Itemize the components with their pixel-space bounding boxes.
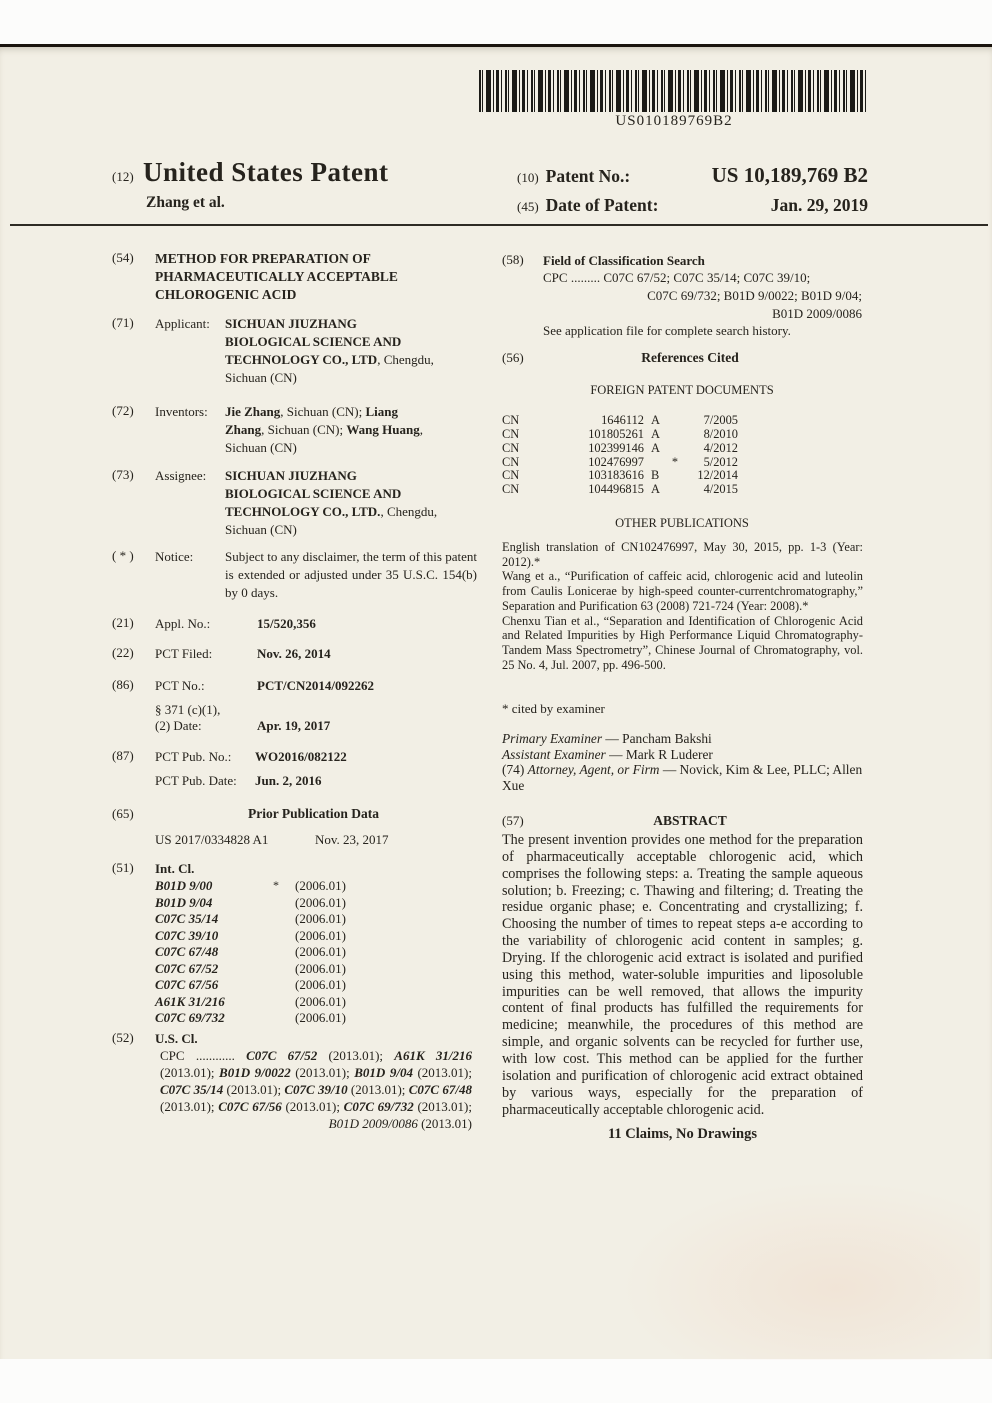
int-cl-version: (2006.01)	[295, 895, 346, 910]
attorney-value: — Novick, Kim & Lee, PLLC; Allen Xue	[502, 762, 863, 793]
applicant-name: SICHUAN JIUZHANG	[225, 316, 357, 331]
foreign-country: CN	[502, 468, 520, 482]
int-cl-title: Int. Cl.	[155, 861, 195, 876]
primary-examiner-value: — Pancham Bakshi	[602, 731, 712, 746]
prior-pub-no: US 2017/0334828 A1	[155, 832, 269, 847]
int-cl-code: C07C 39/10	[155, 928, 219, 943]
foreign-doc-row	[502, 413, 738, 428]
primary-examiner-label: Primary Examiner	[502, 731, 603, 746]
pct-pub-no-label: PCT Pub. No.:	[155, 749, 232, 764]
prior-pub-title: Prior Publication Data	[248, 806, 379, 821]
inventor-name: Liang	[365, 404, 398, 419]
int-cl-row	[155, 928, 405, 944]
cpc-ref: (2013.01);	[347, 1082, 409, 1097]
references-cited-title: References Cited	[641, 350, 739, 365]
foreign-kind: A	[651, 482, 660, 496]
cpc-code: C07C 67/56	[218, 1099, 282, 1114]
section-73-num: (73)	[112, 467, 134, 482]
cpc-code: A61K 31/216	[394, 1048, 472, 1063]
pct-no-value: PCT/CN2014/092262	[257, 678, 374, 693]
cpc-code: C07C 67/52	[246, 1048, 318, 1063]
cpc-code: B01D 2009/0086	[328, 1116, 418, 1131]
cpc-ref: (2013.01);	[160, 1099, 219, 1114]
patent-date-row	[517, 195, 868, 216]
foreign-kind: A	[651, 441, 660, 455]
int-cl-code: C07C 67/48	[155, 944, 219, 959]
patent-no-label: Patent No.:	[545, 166, 631, 186]
foreign-kind: B	[651, 468, 660, 482]
patent-no-num: (10)	[517, 170, 539, 185]
foreign-number: 102399146	[588, 441, 644, 455]
appl-no-value: 15/520,356	[257, 616, 316, 631]
section-371-date-value: Apr. 19, 2017	[257, 718, 331, 733]
publication-item: Wang et a., “Purification of caffeic acid, chlorogenic acid and luteolin from Caulis Lonicerae by high-speed counter-currentchromatography,” Separation and Purification 63 (2008) 721-724 (Year: 2008).*	[502, 569, 863, 613]
assignee-value	[225, 467, 475, 539]
claims-drawings-line: 11 Claims, No Drawings	[607, 1126, 758, 1142]
int-cl-row	[155, 994, 405, 1010]
cited-by-examiner-note: * cited by examiner	[502, 701, 605, 716]
foreign-date: 4/2012	[703, 441, 738, 455]
foreign-star	[664, 441, 686, 456]
int-cl-version: (2006.01)	[295, 1010, 346, 1025]
assistant-examiner-label: Assistant Examiner	[502, 746, 606, 762]
foreign-date: 8/2010	[703, 427, 738, 441]
foreign-kind: A	[651, 413, 660, 427]
foreign-star	[664, 468, 686, 483]
int-cl-star	[273, 911, 295, 927]
foreign-star: *	[671, 455, 679, 469]
fos-cpc-line: CPC ......... C07C 67/52; C07C 35/14; C07C 39/10;	[543, 270, 811, 285]
fos-cpc-line: C07C 69/732; B01D 9/0022; B01D 9/04;	[647, 288, 862, 303]
int-cl-version: (2006.01)	[295, 928, 346, 943]
cpc-code: C07C 69/732	[343, 1099, 414, 1114]
inventor-name: Zhang	[225, 422, 262, 437]
cpc-ref: (2013.01);	[413, 1099, 472, 1114]
abstract-title: ABSTRACT	[653, 813, 727, 828]
int-cl-code: C07C 67/56	[155, 977, 219, 992]
foreign-star	[664, 413, 686, 428]
applicant-label: Applicant:	[155, 316, 210, 331]
section-56-num: (56)	[502, 350, 524, 365]
inventor-location: Sichuan (CN)	[225, 440, 297, 455]
invention-title: METHOD FOR PREPARATION OF PHARMACEUTICALLY ACCEPTABLE CHLOROGENIC ACID	[155, 251, 398, 302]
cpc-code: B01D 9/04	[354, 1065, 413, 1080]
us-cl-title: U.S. Cl.	[155, 1031, 198, 1046]
int-cl-version: (2006.01)	[295, 961, 346, 976]
section-21-num: (21)	[112, 615, 134, 630]
int-cl-version: (2006.01)	[295, 911, 346, 926]
patent-number-row	[517, 163, 868, 188]
section-371-date-label: (2) Date:	[155, 718, 202, 733]
examiner-block	[502, 731, 863, 793]
appl-no-label: Appl. No.:	[155, 616, 211, 631]
int-cl-code: A61K 31/216	[155, 994, 225, 1009]
barcode-text: US010189769B2	[615, 113, 733, 129]
foreign-number: 104496815	[588, 482, 644, 496]
int-cl-row	[155, 911, 405, 927]
foreign-number: 103183616	[588, 468, 644, 482]
pct-pub-date-value: Jun. 2, 2016	[255, 773, 322, 788]
cpc-ref: (2013.01);	[317, 1048, 395, 1063]
int-cl-row	[155, 878, 405, 894]
int-cl-star	[273, 961, 295, 977]
us-cl-cpc	[160, 1047, 472, 1132]
int-cl-code: C07C 67/52	[155, 961, 219, 976]
applicant-value	[225, 315, 475, 387]
attorney-label: Attorney, Agent, or Firm	[527, 762, 660, 778]
cpc-ref: (2013.01);	[290, 1065, 355, 1080]
foreign-number: 1646112	[601, 413, 644, 427]
cpc-code: C07C 35/14	[160, 1082, 224, 1097]
foreign-kind: A	[651, 427, 660, 441]
foreign-doc-row	[502, 441, 738, 456]
foreign-star	[664, 427, 686, 442]
int-cl-version: (2006.01)	[295, 977, 346, 992]
publication-item: Chenxu Tian et al., “Separation and Identification of Chlorogenic Acid and Related Impurities by High Performance Liquid Chromatography-Tandem Mass Spectrometry”, Chinese Journal of Chromatography, vol. 25 No. 4, Jul. 2007, pp. 496-500.	[502, 613, 863, 672]
notice-label: Notice:	[155, 549, 194, 564]
cpc-code: C07C 67/48	[408, 1082, 472, 1097]
section-57-num: (57)	[502, 813, 524, 828]
notice-text: Subject to any disclaimer, the term of this patent is extended or adjusted under 35 U.S.C. 154(b) by 0 days.	[225, 549, 477, 600]
inventor-location: , Sichuan (CN);	[280, 404, 366, 419]
field-of-search-title: Field of Classification Search	[543, 253, 705, 268]
foreign-doc-row	[502, 482, 738, 497]
applicant-region: Sichuan (CN)	[225, 370, 297, 385]
pct-filed-value: Nov. 26, 2014	[257, 646, 331, 661]
barcode	[479, 70, 869, 112]
publication-item: English translation of CN102476997, May 30, 2015, pp. 1-3 (Year: 2012).*	[502, 540, 863, 569]
int-cl-code: C07C 35/14	[155, 911, 219, 926]
notice-num: ( * )	[112, 548, 134, 563]
foreign-country: CN	[502, 413, 520, 427]
int-cl-star	[273, 928, 295, 944]
assignee-name: BIOLOGICAL SCIENCE AND	[225, 486, 402, 501]
assignee-label: Assignee:	[155, 468, 207, 483]
cpc-code: C07C 39/10	[284, 1082, 348, 1097]
assistant-examiner-value: — Mark R Luderer	[605, 746, 713, 762]
int-cl-star	[273, 994, 295, 1010]
foreign-country: CN	[502, 482, 520, 496]
primary-examiner-line	[502, 731, 863, 747]
applicant-name: TECHNOLOGY CO., LTD	[225, 352, 378, 367]
pct-pub-date-label: PCT Pub. Date:	[155, 773, 237, 788]
other-publications-list	[502, 540, 863, 672]
section-54-num: (54)	[112, 250, 134, 265]
foreign-doc-row	[502, 427, 738, 442]
section-65-num: (65)	[112, 806, 134, 821]
section-72-num: (72)	[112, 403, 134, 418]
int-cl-star	[273, 1010, 295, 1026]
section-58-num: (58)	[502, 252, 524, 267]
section-51-num: (51)	[112, 860, 134, 875]
int-cl-version: (2006.01)	[295, 994, 346, 1009]
other-publications-title: OTHER PUBLICATIONS	[615, 516, 749, 530]
patent-no-value: US 10,189,769 B2	[711, 163, 868, 187]
int-cl-code: B01D 9/04	[155, 895, 213, 910]
patent-date-label: Date of Patent:	[545, 195, 659, 215]
int-cl-version: (2006.01)	[295, 944, 346, 959]
pct-filed-label: PCT Filed:	[155, 646, 213, 661]
pct-no-label: PCT No.:	[155, 678, 205, 693]
int-cl-row	[155, 944, 405, 960]
section-52-num: (52)	[112, 1030, 134, 1045]
foreign-country: CN	[502, 455, 520, 469]
cpc-ref: (2013.01);	[281, 1099, 344, 1114]
inventors-value	[225, 403, 477, 457]
int-cl-code: B01D 9/00	[155, 878, 213, 893]
fos-cpc-line: B01D 2009/0086	[772, 306, 862, 321]
foreign-star	[664, 482, 686, 497]
section-71-num: (71)	[112, 315, 134, 330]
inventors-label: Inventors:	[155, 404, 208, 419]
inventor-separator: ,	[419, 422, 423, 437]
assignee-region: Sichuan (CN)	[225, 522, 297, 537]
header-party: Zhang et al.	[146, 194, 225, 211]
foreign-date: 7/2005	[703, 413, 738, 427]
int-cl-star	[273, 944, 295, 960]
applicant-city: , Chengdu,	[377, 352, 434, 367]
attorney-line	[502, 762, 863, 793]
inventor-name: Jie Zhang	[225, 404, 281, 419]
foreign-date: 4/2015	[703, 482, 738, 496]
cpc-ref: (2013.01);	[160, 1065, 220, 1080]
int-cl-row	[155, 977, 405, 993]
pct-pub-no-value: WO2016/082122	[255, 749, 347, 764]
foreign-number: 101805261	[588, 427, 644, 441]
foreign-country: CN	[502, 441, 520, 455]
int-cl-row	[155, 895, 405, 911]
patent-date-num: (45)	[517, 199, 539, 214]
int-cl-row	[155, 961, 405, 977]
assistant-examiner-line	[502, 747, 863, 763]
foreign-number: 102476997	[588, 455, 644, 469]
page-title: United States Patent	[143, 157, 389, 187]
int-cl-star: *	[273, 878, 279, 892]
cpc-code: B01D 9/0022	[219, 1065, 291, 1080]
inventor-name: Wang Huang	[346, 422, 420, 437]
attorney-num: (74)	[502, 762, 528, 778]
section-86-num: (86)	[112, 677, 134, 692]
fos-note: See application file for complete search history.	[543, 323, 791, 338]
cpc-ref: (2013.01);	[412, 1065, 472, 1080]
section-22-num: (22)	[112, 645, 134, 660]
cpc-ref: (2013.01)	[417, 1116, 472, 1131]
paper-background	[0, 44, 992, 1359]
prior-pub-date: Nov. 23, 2017	[315, 832, 389, 847]
int-cl-row	[155, 1010, 405, 1026]
foreign-docs-title: FOREIGN PATENT DOCUMENTS	[590, 383, 774, 397]
abstract-text: The present invention provides one method for the preparation of pharmaceutically acceptable chlorogenic acid, which comprises the following steps: a. Treating the sample aqueous solution; b. Freezing; c. Thawing and filtering; d. Treating the residue organic phase; e. Concentrating and crystallizing; f. Choosing the number of times to repeat steps a-e according to the variability of chlorogenic acid content in samples; g. Drying. If the chlorogenic acid extract is isolated and purified using this method, water-soluble impurities and liposoluble impurities can be well removed, that allows the impurity content of final products has fulfilled the requirements for medicine; meanwhile, the procedures of this method are simple, and organic solvents can be recycled for further use, with low cost. This method can be applied for the further isolation and purification of chlorogenic acid extract obtained by various ways, especially for the preparation of pharmaceutically acceptable chlorogenic acid.	[502, 832, 863, 1118]
int-cl-code: C07C 69/732	[155, 1010, 225, 1025]
foreign-date: 12/2014	[697, 468, 738, 482]
patent-date-value: Jan. 29, 2019	[770, 195, 868, 215]
field-of-search-cpc	[543, 269, 862, 323]
assignee-city: , Chengdu,	[380, 504, 438, 519]
cpc-lead: CPC ............	[160, 1048, 247, 1063]
int-cl-star	[273, 895, 295, 911]
header-kind-num: (12)	[112, 169, 134, 184]
inventor-location: , Sichuan (CN);	[261, 422, 347, 437]
int-cl-version: (2006.01)	[295, 878, 346, 893]
foreign-country: CN	[502, 427, 520, 441]
section-371-line: § 371 (c)(1),	[155, 702, 221, 717]
header-divider	[10, 224, 988, 226]
assignee-name: SICHUAN JIUZHANG	[225, 468, 357, 483]
foreign-date: 5/2012	[703, 455, 738, 469]
foreign-doc-row	[502, 468, 738, 483]
section-87-num: (87)	[112, 748, 134, 763]
applicant-name: BIOLOGICAL SCIENCE AND	[225, 334, 402, 349]
assignee-name: TECHNOLOGY CO., LTD.	[225, 504, 381, 519]
cpc-ref: (2013.01);	[223, 1082, 285, 1097]
int-cl-star	[273, 977, 295, 993]
